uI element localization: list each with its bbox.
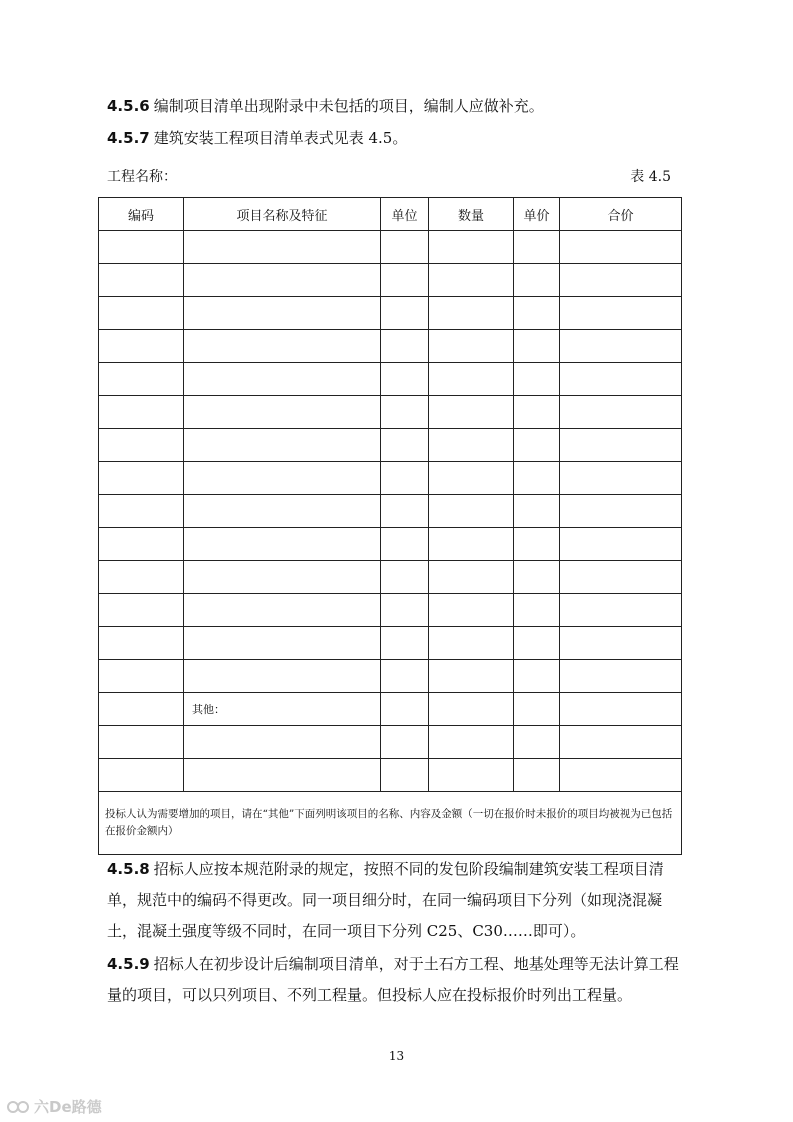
header-unit: 单位 <box>381 198 429 231</box>
table-row <box>99 528 682 561</box>
section-number: 4.5.9 <box>107 955 150 973</box>
table-row <box>99 363 682 396</box>
table-row <box>99 264 682 297</box>
header-total-price: 合价 <box>560 198 682 231</box>
section-text: 建筑安装工程项目清单表式见表 4.5。 <box>153 129 408 147</box>
table-row <box>99 330 682 363</box>
section-number: 4.5.8 <box>107 860 150 878</box>
table-row-other <box>99 693 682 726</box>
table-note-row <box>99 792 682 855</box>
table-row <box>99 297 682 330</box>
section-number: 4.5.7 <box>107 129 150 147</box>
header-quantity: 数量 <box>429 198 514 231</box>
project-bill-table <box>98 197 682 855</box>
other-label: 其他： <box>184 693 381 726</box>
table-row <box>99 561 682 594</box>
table-row <box>99 495 682 528</box>
section-text: 编制项目清单出现附录中未包括的项目，编制人应做补充。 <box>153 97 544 115</box>
table-row <box>99 726 682 759</box>
table-row <box>99 396 682 429</box>
header-unit-price: 单价 <box>514 198 560 231</box>
section-4-5-8 <box>107 854 689 947</box>
header-item-name: 项目名称及特征 <box>184 198 381 231</box>
table-row <box>99 594 682 627</box>
table-row <box>99 759 682 792</box>
page-number: 13 <box>388 1049 405 1063</box>
table-note: 投标人认为需要增加的项目，请在“其他”下面列明该项目的名称、内容及金额（一切在报价时未报价的项目均被视为已包括在报价金额内） <box>99 792 682 855</box>
table-row <box>99 627 682 660</box>
section-4-5-6 <box>107 91 689 122</box>
table-row <box>99 231 682 264</box>
project-name-label: 工程名称： <box>107 169 177 185</box>
section-4-5-9 <box>107 949 689 1011</box>
section-text: 招标人在初步设计后编制项目清单，对于土石方工程、地基处理等无法计算工程量的项目，可以只列项目、不列工程量。但投标人应在投标报价时列出工程量。 <box>107 955 679 1004</box>
table-number: 表 4.5 <box>630 169 671 185</box>
table-row <box>99 660 682 693</box>
section-number: 4.5.6 <box>107 97 150 115</box>
watermark <box>6 1096 102 1117</box>
section-4-5-7 <box>107 123 689 154</box>
header-code: 编码 <box>99 198 184 231</box>
section-text: 招标人应按本规范附录的规定，按照不同的发包阶段编制建筑安装工程项目清单，规范中的编码不得更改。同一项目细分时，在同一编码项目下分列（如现浇混凝土，混凝土强度等级不同时，在同一项目下分列 C25、C30……即可）。 <box>107 860 664 940</box>
watermark-text: 六De路德 <box>34 1098 102 1116</box>
camera-logo-icon <box>6 1099 30 1115</box>
table-row <box>99 462 682 495</box>
table-header-row <box>99 198 682 231</box>
table-row <box>99 429 682 462</box>
